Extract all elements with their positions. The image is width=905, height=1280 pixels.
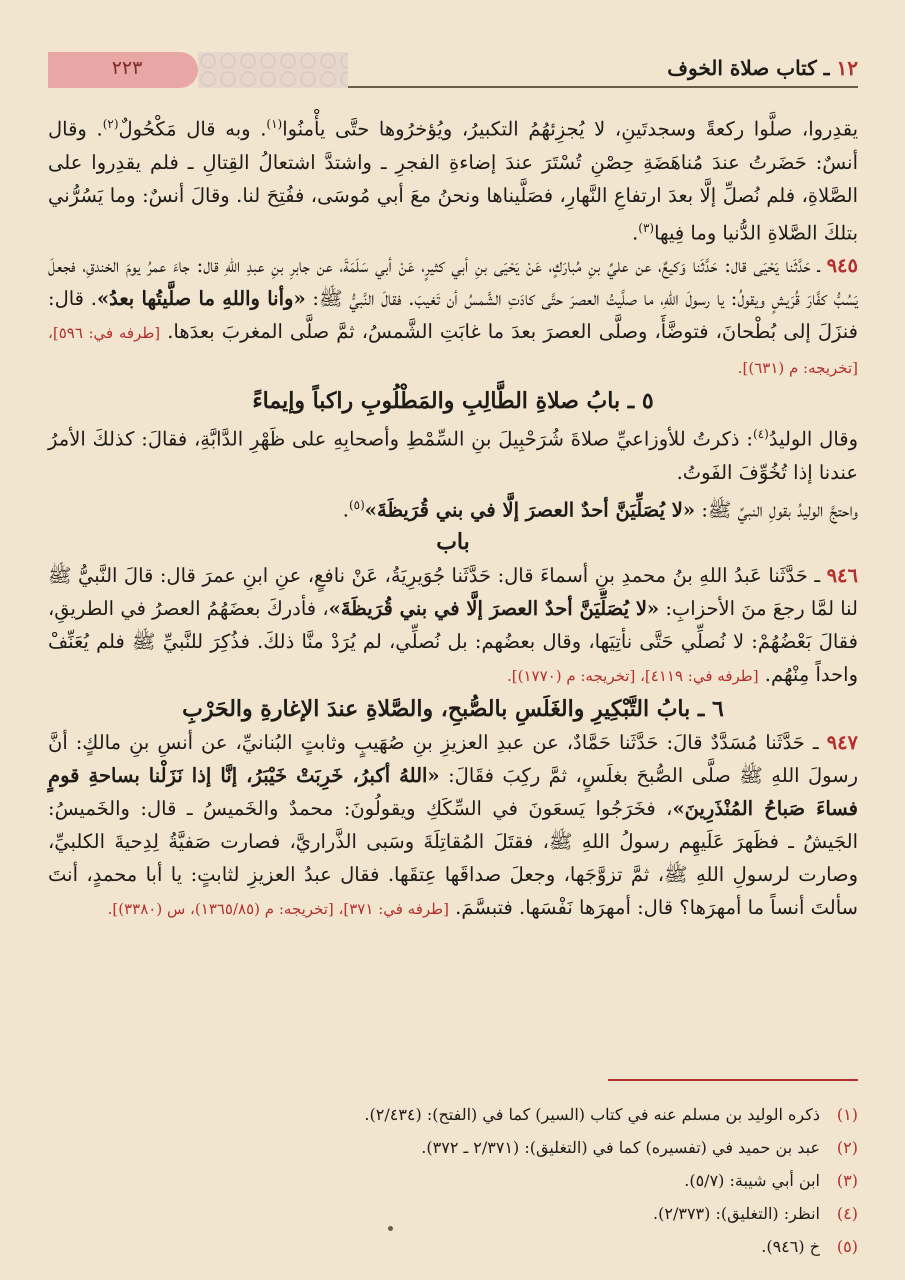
footnote-divider [608, 1079, 858, 1081]
footnote-text: انظر: (التغليق): (٢/٣٧٣). [653, 1204, 820, 1223]
hadith-quote: «لا يُصَلِّيَنَّ أحدٌ العصرَ إلَّا في بني قُرَيظَةَ» [328, 597, 660, 620]
footnotes [48, 1098, 858, 1263]
footnote-text: خ (٩٤٦). [761, 1237, 820, 1256]
footnote-ref: (٢) [102, 117, 119, 131]
text-segment: : ذكرتُ للأوزاعيِّ صلاةَ شُرَحْبِيلَ بنِ السِّمْطِ وأصحابِهِ على ظَهْرِ الدَّابَّةِ، فقالَ: كذلكَ الأمرُ عندنا إذا تُخُوِّفَ الفَوتُ. [48, 427, 858, 484]
text-segment: . [342, 498, 349, 521]
text-segment: . وبه قال مَكْحُولٌ [118, 117, 267, 141]
text-segment: يقدِروا، صلَّوا ركعةً وسجدتَينِ، لا يُجزِئهُمُ التكبيرُ، ويُؤخرُوها حتَّى يأْمنُوا [282, 117, 858, 141]
page-number: ٢٢٣ [111, 57, 143, 79]
page-header [48, 52, 858, 88]
header-ornament [198, 52, 348, 88]
hadith-text: ـ حَدَّثَنا مُسَدَّدٌ قالَ: حَدَّثَنا حَمَّادٌ، عن عبدِ العزيزِ بنِ صُهَيبٍ وثابتٍ البُنانيِّ، عن أنسِ بنِ مالكٍ: أنَّ رسولَ اللهِ ﷺ صلَّى الصُّبحَ بغلَسٍ، ثمَّ ركِبَ فقَالَ: [48, 731, 859, 787]
hadith-text: ، فأدركَ بعضَهُمُ العصرُ في الطريقِ، فقالَ بَعْضُهُمْ: لا نُصلِّي حَتَّى نأتِيَها، وقال بعضُهم: بل نُصلِّي، لم يُرَدْ منَّا ذلكَ. فذُكِرَ للنَّبيِّ ﷺ فلم يُعَنِّفْ واحداً مِنْهُم. [48, 597, 858, 686]
page-dot [388, 1226, 393, 1231]
footnote-text: عبد بن حميد في (تفسيره) كما في (التغليق): (٢/٣٧١ ـ ٣٧٢). [421, 1138, 820, 1157]
footnote-number: (١) [836, 1105, 858, 1124]
footnote-ref: (٣) [638, 220, 655, 235]
hadith-reference: [طرفه في: ٤١١٩]، [تخريجه: م (١٧٧٠)]. [506, 667, 759, 685]
footnote-item [48, 1164, 858, 1197]
hadith-947 [48, 726, 858, 926]
hadith-quote: «لا يُصَلِّيَنَّ أحدٌ العصرَ إلَّا في بني قُرَيظَةَ» [364, 498, 696, 521]
hadith-number: ٩٤٥ [826, 254, 858, 277]
text-segment: . [632, 221, 639, 244]
text-segment: وقال الوليدُ [768, 427, 859, 451]
chapter-heading-6: ٦ ـ بابُ التَّبْكِيرِ والغَلَسِ بالصُّبحِ، والصَّلاةِ عندَ الإغارةِ والحَرْبِ [182, 696, 724, 722]
footnote-number: (٣) [836, 1171, 858, 1190]
hadith-reference: [طرفه في: ٥٩٦]، [تخريجه: م (٦٣١)]. [48, 324, 858, 377]
text-segment: واحتجَّ الوليدُ بقولِ النبيِّ ﷺ: [701, 498, 858, 521]
chapter-title [667, 56, 858, 80]
footnote-number: (٥) [836, 1237, 858, 1256]
footnote-ref: (٥) [348, 497, 365, 512]
hadith-number: ٩٤٧ [826, 731, 859, 754]
hadith-quote: «اللهُ أكبرُ، خَرِبَتْ خَيْبَرُ، إنَّا إذا نَزَلْنا بساحةِ قومٍ فساءَ صَباحُ المُنْذَرِينَ» [48, 764, 858, 820]
chapter-heading-5: ٥ ـ بابُ صلاةِ الطَّالِبِ والمَطْلُوبِ راكباً وإيماءً [252, 388, 654, 414]
chapter-5-text-2 [48, 489, 858, 527]
header-rule [348, 86, 858, 88]
chapter-heading-bab: باب [436, 529, 470, 555]
footnote-text: ابن أبي شيبة: (٥/٧). [684, 1171, 820, 1190]
footnote-item [48, 1131, 858, 1164]
book-number: ١٢ [836, 56, 858, 80]
footnote-ref: (٤) [753, 427, 769, 441]
hadith-945 [48, 249, 858, 385]
footnote-item [48, 1197, 858, 1230]
hadith-text: . قال: فنزَلَ إلى بُطْحانَ، فتوضَّأَ، وصلَّى العصرَ بعدَ ما غابَتِ الشَّمسُ، ثمَّ صلَّى المغربَ بعدَها. [48, 287, 859, 343]
chapter-5-text [48, 418, 858, 489]
hadith-quote: «وأنا واللهِ ما صلَّيتُها بعدُ» [96, 287, 306, 310]
footnote-number: (٢) [836, 1138, 858, 1157]
footnote-item [48, 1230, 858, 1263]
book-title: ـ كتاب صلاة الخوف [667, 56, 830, 80]
hadith-946 [48, 559, 858, 693]
text-segment: . وقال أنسٌ: حَضَرتُ عندَ مُناهَضَةِ حِصْنِ تُسْتَرَ عندَ إضاءةِ الفجرِ ـ واشتدَّ اشتعالُ القِتالِ ـ فلم يقدِروا على الصَّلاةِ، فلم نُصلِّ إلَّا بعدَ ارتفاعِ النَّهارِ، فصَلَّيناها ونحنُ معَ أبي مُوسَى، ففُتِحَ لنا. وقالَ أنسٌ: وما يَسُرُّني بتلكَ الصَّلاةِ الدُّنيا وما فِيها [48, 117, 858, 244]
footnote-number: (٤) [836, 1204, 858, 1223]
footnote-ref: (١) [266, 117, 283, 131]
paragraph-intro [48, 108, 858, 249]
hadith-text: ـ حَدَّثَنا يَحْيَى قال: حَدَّثَنا وَكيعٌ، عن عليِّ بنِ مُبارَكٍ، عَنْ يَحْيَى بنِ أبي كثيرٍ، عَنْ أبي سَلَمَةَ، عن جابرِ بنِ عبدِ اللهِ قال: جاءَ عمرُ يومَ الخندقِ، فجعلَ يَسُبُّ كفَّارَ قُرَيشٍ ويقولُ: يا رسولَ اللهِ، ما صلَّيتُ العصرَ حتَّى كادَتِ الشَّمسُ أن تَغيبَ. فقالَ النَّبيُّ ﷺ: [48, 254, 859, 310]
footnote-item [48, 1098, 858, 1131]
main-text [48, 108, 858, 926]
hadith-text: ، فخَرَجُوا يَسعَونَ في السِّكَكِ ويقولُونَ: محمدٌ والخَميسُ ـ قال: والخَميسُ: الجَيشُ ـ فظَهرَ عَلَيهِم رسولُ اللهِ ﷺ، فقتَلَ المُقاتِلَةَ وسَبى الذَّراريَّ، فصارت صَفيَّةُ لِدِحيةَ الكلبيِّ، وصارت لرسولِ اللهِ ﷺ، ثمَّ تزوَّجَها، وجعلَ صداقَها عِتقَها. فقال عبدُ العزيزِ لثابتٍ: يا أبا محمدٍ، أنتَ سألتَ أنساً ما أمهرَها؟ قال: أمهرَها نَفْسَها. فتبسَّمَ. [48, 797, 858, 919]
hadith-reference: [طرفه في: ٣٧١]، [تخريجه: م (١٣٦٥/٨٥)، س (٣٣٨٠)]. [107, 900, 449, 918]
hadith-text: ـ حَدَّثَنا عَبدُ اللهِ بنُ محمدِ بنِ أسماءَ قال: حَدَّثَنا جُوَيرِيَةُ، عَنْ نافعٍ، عنِ ابنِ عمرَ قال: قالَ النَّبيُّ ﷺ لنا لمَّا رجعَ منَ الأحزابِ: [48, 564, 858, 620]
footnote-text: ذكره الوليد بن مسلم عنه في كتاب (السير) كما في (الفتح): (٢/٤٣٤). [364, 1105, 820, 1124]
hadith-number: ٩٤٦ [826, 564, 858, 587]
